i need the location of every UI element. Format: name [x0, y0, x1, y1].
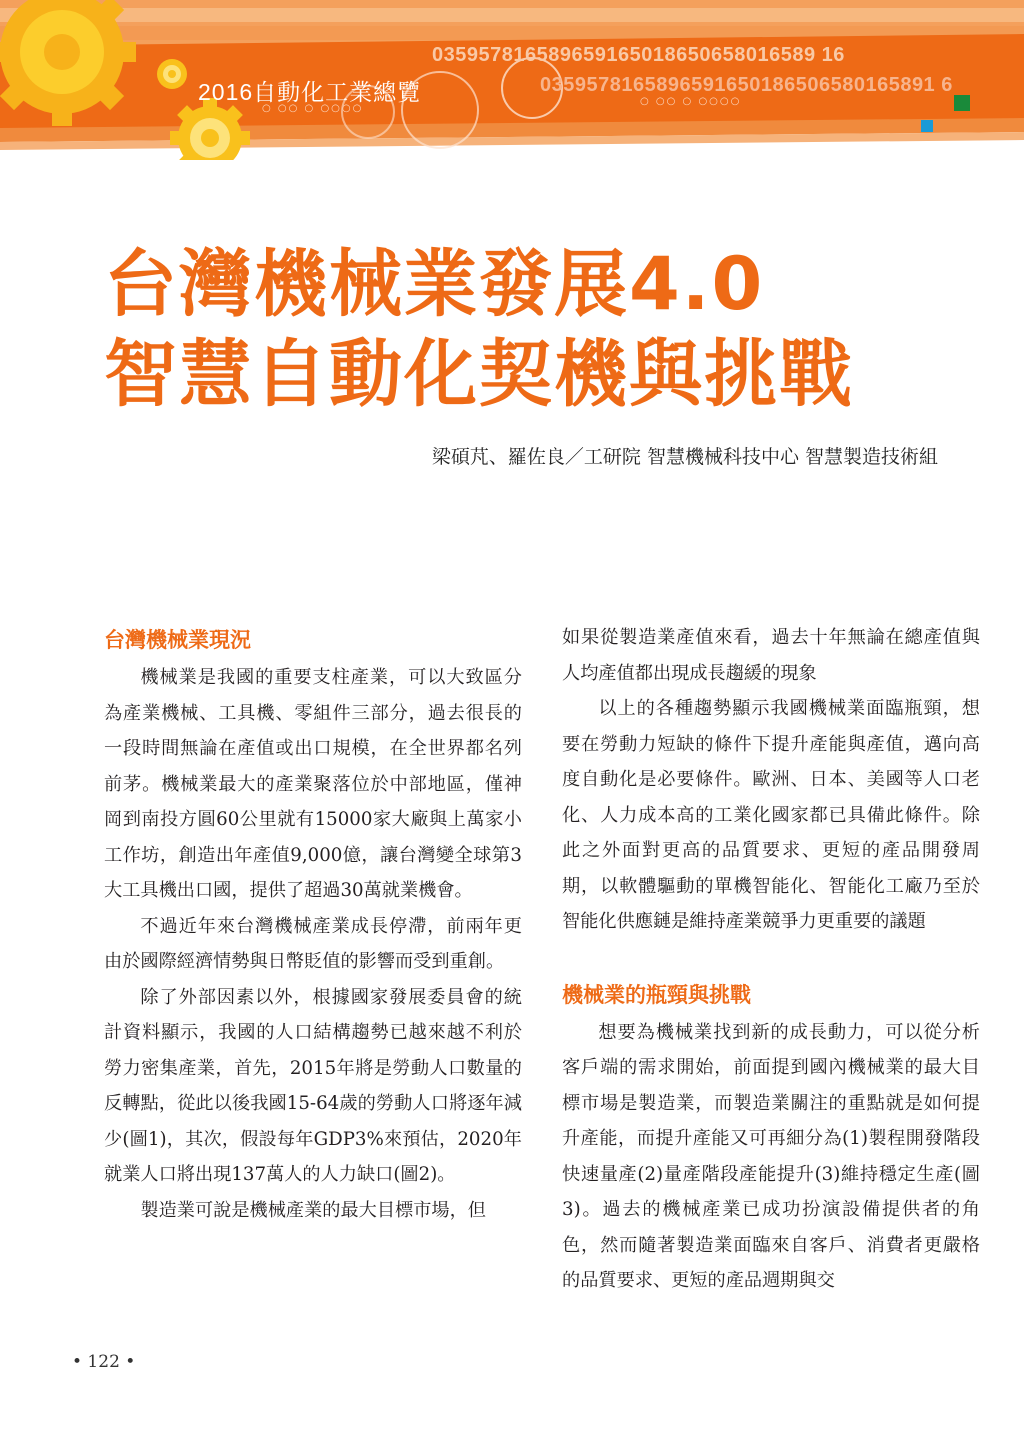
green-square [954, 95, 970, 111]
paragraph: 不過近年來台灣機械產業成長停滯，前兩年更由於國際經濟情勢與日幣貶值的影響而受到重創。 [104, 915, 522, 972]
blue-square [921, 120, 933, 132]
paragraph: 如果從製造業產值來看，過去十年無論在總產值與人均產值都出現成長趨緩的現象 [562, 627, 980, 684]
page-number: • 122 • [72, 1352, 136, 1372]
header-digits-1: 035957816589659165018650658016589 16 [432, 44, 845, 66]
right-column [562, 620, 980, 1299]
article-title-line-2: 智慧自動化契機與挑戰 [104, 332, 854, 417]
left-column [104, 620, 522, 1228]
header-label: 2016自動化工業總覽 [198, 79, 422, 105]
article-title-line-1: 台灣機械業發展4.0 [104, 242, 765, 327]
paragraph: 除了外部因素以外，根據國家發展委員會的統計資料顯示，我國的人口結構趨勢已越來越不利於勞力密集產業，首先，2015年將是勞動人口數量的反轉點，從此以後我國15-64歲的勞動人口將逐年減少(圖1)，其次，假設每年GDP3%來預估，2020年就業人口將出現137萬人的人力缺口(圖2)。 [104, 986, 522, 1185]
section-heading: 機械業的瓶頸與挑戰 [562, 982, 751, 1007]
section-heading: 台灣機械業現況 [104, 628, 251, 652]
paragraph: 製造業可說是機械產業的最大目標市場，但 [140, 1199, 486, 1221]
paragraph: 以上的各種趨勢顯示我國機械業面臨瓶頸，想要在勞動力短缺的條件下提升產能與產值，邁向高度自動化是必要條件。歐洲、日本、美國等人口老化、人力成本高的工業化國家都已具備此條件。除此之外面對更高的品質要求、更短的產品開發周期，以軟體驅動的單機智能化、智能化工廠乃至於智能化供應鏈是維持產業競爭力更重要的議題 [562, 698, 980, 932]
paragraph: 想要為機械業找到新的成長動力，可以從分析客戶端的需求開始，前面提到國內機械業的最大目標市場是製造業，而製造業關注的重點就是如何提升產能，而提升產能又可再細分為(1)製程開發階段快速量產(2)量產階段產能提升(3)維持穩定生產(圖3)。過去的機械產業已成功扮演設備提供者的角色，然而隨著製造業面臨來自客戶、消費者更嚴格的品質要求、更短的產品週期與交 [562, 1021, 980, 1291]
header-digits-2: 0359578165896591650186506580165891 6 [540, 74, 953, 96]
author-byline: 梁碩芃、羅佐良／工研院 智慧機械科技中心 智慧製造技術組 [431, 446, 938, 468]
gear-icon [157, 59, 187, 89]
paragraph: 機械業是我國的重要支柱產業，可以大致區分為產業機械、工具機、零組件三部分，過去很長的一段時間無論在產值或出口規模，在全世界都名列前茅。機械業最大的產業聚落位於中部地區，僅神岡到南投方圓60公里就有15000家大廠與上萬家小工作坊，創造出年產值9,000億，讓台灣變全球第3大工具機出口國，提供了超過30萬就業機會。 [104, 667, 522, 901]
header-dots-right: ○ ○○ ○ ○○○○ [640, 96, 742, 107]
header-dots-left: ○ ○○ ○ ○○○○ [262, 103, 364, 114]
